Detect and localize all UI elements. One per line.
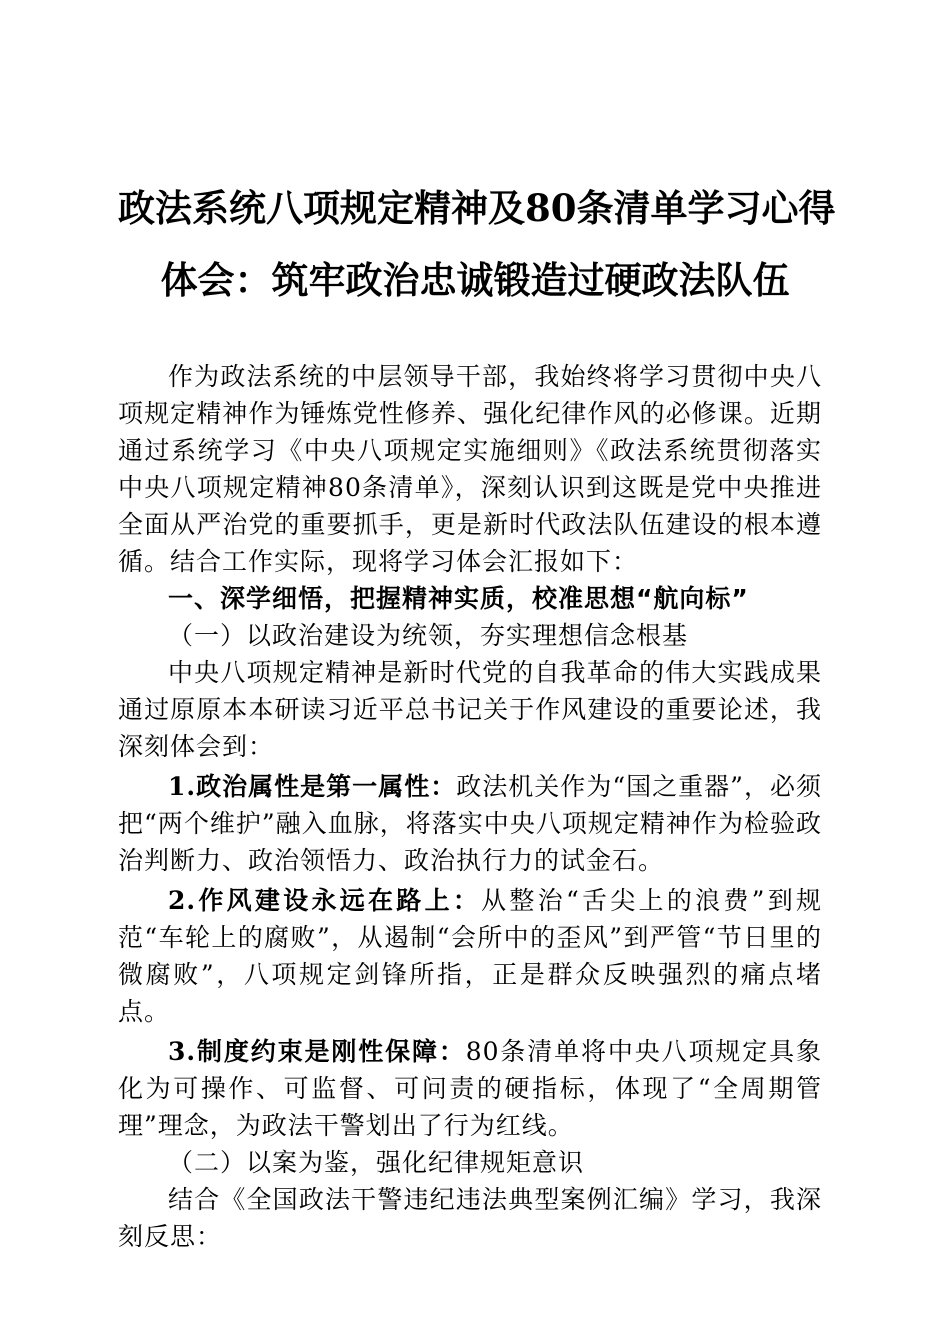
document-body: [118, 358, 822, 1255]
subsection-2-heading: （二）以案为鉴，强化纪律规矩意识: [168, 1148, 585, 1177]
title-line-2: 体会：筑牢政治忠诚锻造过硬政法队伍: [160, 258, 790, 302]
point-1-text: 政法机关作为“国之重器”，必须把“两个维护”融入血脉，将落实中央八项规定精神作为检验政治判断力、政治领悟力、政治执行力的试金石。: [118, 772, 822, 875]
title-line-1: 政法系统八项规定精神及80条清单学习心得: [118, 186, 836, 230]
subsection-2-paragraph: 结合《全国政法干警违纪违法典型案例汇编》学习，我深刻反思：: [118, 1185, 822, 1251]
point-1-lead: 1.政治属性是第一属性：: [168, 772, 457, 801]
point-2-lead: 2.作风建设永远在路上：: [168, 886, 482, 915]
point-1: [118, 768, 822, 879]
point-3-lead: 3.制度约束是刚性保障：: [168, 1037, 466, 1066]
intro-paragraph: 作为政法系统的中层领导干部，我始终将学习贯彻中央八项规定精神作为锤炼党性修养、强化纪律作风的必修课。近期通过系统学习《中央八项规定实施细则》《政法系统贯彻落实中央八项规定精神80条清单》，深刻认识到这既是党中央推进全面从严治党的重要抓手，更是新时代政法队伍建设的根本遵循。结合工作实际，现将学习体会汇报如下：: [118, 362, 822, 576]
point-3: [118, 1033, 822, 1144]
document-title: [118, 172, 836, 316]
subsection-1-paragraph: 中央八项规定精神是新时代党的自我革命的伟大实践成果通过原原本本研读习近平总书记关于作风建设的重要论述，我深刻体会到：: [118, 658, 822, 761]
point-2-text: 从整治“舌尖上的浪费”到规范“车轮上的腐败”，从遏制“会所中的歪风”到严管“节日里的微腐败”，八项规定剑锋所指，正是群众反映强烈的痛点堵点。: [118, 886, 822, 1026]
section-1-heading: 一、深学细悟，把握精神实质，校准思想“航向标”: [168, 584, 749, 613]
point-2: [118, 882, 822, 1030]
subsection-1-heading: （一）以政治建设为统领，夯实理想信念根基: [168, 621, 689, 650]
point-3-text: 80条清单将中央八项规定具象化为可操作、可监督、可问责的硬指标，体现了“全周期管理”理念，为政法干警划出了行为红线。: [118, 1037, 822, 1140]
